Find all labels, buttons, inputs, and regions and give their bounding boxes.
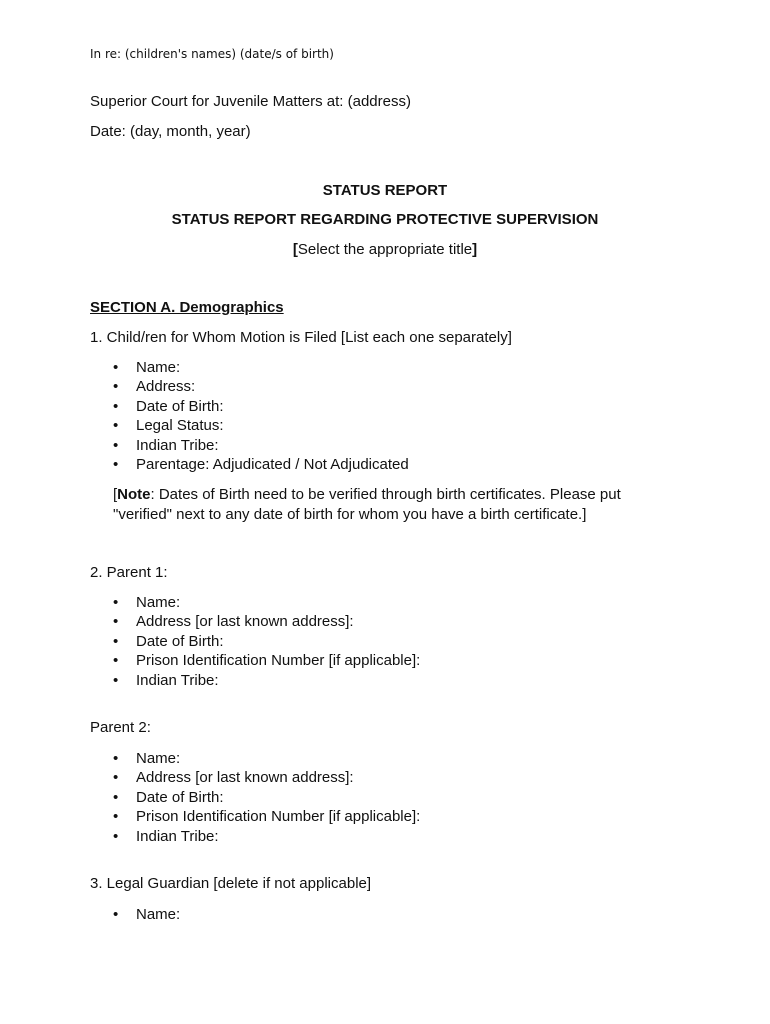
select-title-instruction: [Select the appropriate title]: [292, 241, 478, 258]
bullet-icon: •: [113, 906, 119, 923]
list-item: • Address [or last known address]:: [113, 613, 354, 631]
bullet-icon: •: [113, 652, 119, 670]
list-item: • Indian Tribe:: [113, 827, 219, 845]
list-item: • Prison Identification Number [if applicable]:: [113, 652, 421, 670]
bullet-icon: •: [113, 750, 119, 767]
bullet-icon: •: [113, 455, 119, 473]
bullet-icon: •: [113, 769, 119, 787]
birth-certificate-note: [Note: Dates of Birth need to be verified through birth certificates. Please put "verified" next to any date of birth for whom you have a birth certificate.]: [113, 486, 621, 523]
legal-guardian-list: [113, 905, 181, 924]
parent-1-list: [113, 593, 421, 690]
court-line: Superior Court for Juvenile Matters at: (address): [90, 93, 411, 110]
bullet-icon: •: [113, 436, 119, 454]
list-item: • Date of Birth:: [113, 397, 224, 415]
bullet-icon: •: [113, 378, 119, 396]
title-protective-supervision: STATUS REPORT REGARDING PROTECTIVE SUPERVISION: [171, 211, 599, 228]
bullet-icon: •: [113, 808, 119, 826]
list-item: • Date of Birth:: [113, 788, 224, 806]
list-item: • Address:: [113, 378, 196, 396]
parent-1-heading: 2. Parent 1:: [90, 564, 168, 581]
bullet-icon: •: [113, 417, 119, 435]
list-item: • Parentage: Adjudicated / Not Adjudicated: [113, 455, 409, 473]
list-item: • Name:: [113, 750, 181, 767]
bullet-icon: •: [113, 397, 119, 415]
date-line: Date: (day, month, year): [90, 123, 251, 140]
parent-2-heading: Parent 2:: [90, 719, 151, 736]
children-heading: 1. Child/ren for Whom Motion is Filed [List each one separately]: [90, 329, 512, 346]
list-item: • Prison Identification Number [if applicable]:: [113, 808, 421, 826]
title-status-report: STATUS REPORT: [322, 182, 448, 199]
bullet-icon: •: [113, 632, 119, 650]
list-item: • Name:: [113, 906, 181, 923]
parent-2-list: [113, 749, 421, 846]
list-item: • Address [or last known address]:: [113, 769, 354, 787]
bullet-icon: •: [113, 788, 119, 806]
children-list: [113, 358, 409, 474]
bullet-icon: •: [113, 827, 119, 845]
bullet-icon: •: [113, 594, 119, 611]
bullet-icon: •: [113, 671, 119, 689]
list-item: • Indian Tribe:: [113, 671, 219, 689]
section-a-heading: SECTION A. Demographics: [90, 299, 284, 316]
list-item: • Name:: [113, 594, 181, 611]
list-item: • Name:: [113, 359, 181, 376]
list-item: • Legal Status:: [113, 417, 224, 435]
list-item: • Date of Birth:: [113, 632, 224, 650]
bullet-icon: •: [113, 359, 119, 376]
list-item: • Indian Tribe:: [113, 436, 219, 454]
legal-guardian-heading: 3. Legal Guardian [delete if not applicable]: [90, 875, 372, 892]
in-re-line: In re: (children's names) (date/s of birth): [90, 47, 334, 61]
bullet-icon: •: [113, 613, 119, 631]
